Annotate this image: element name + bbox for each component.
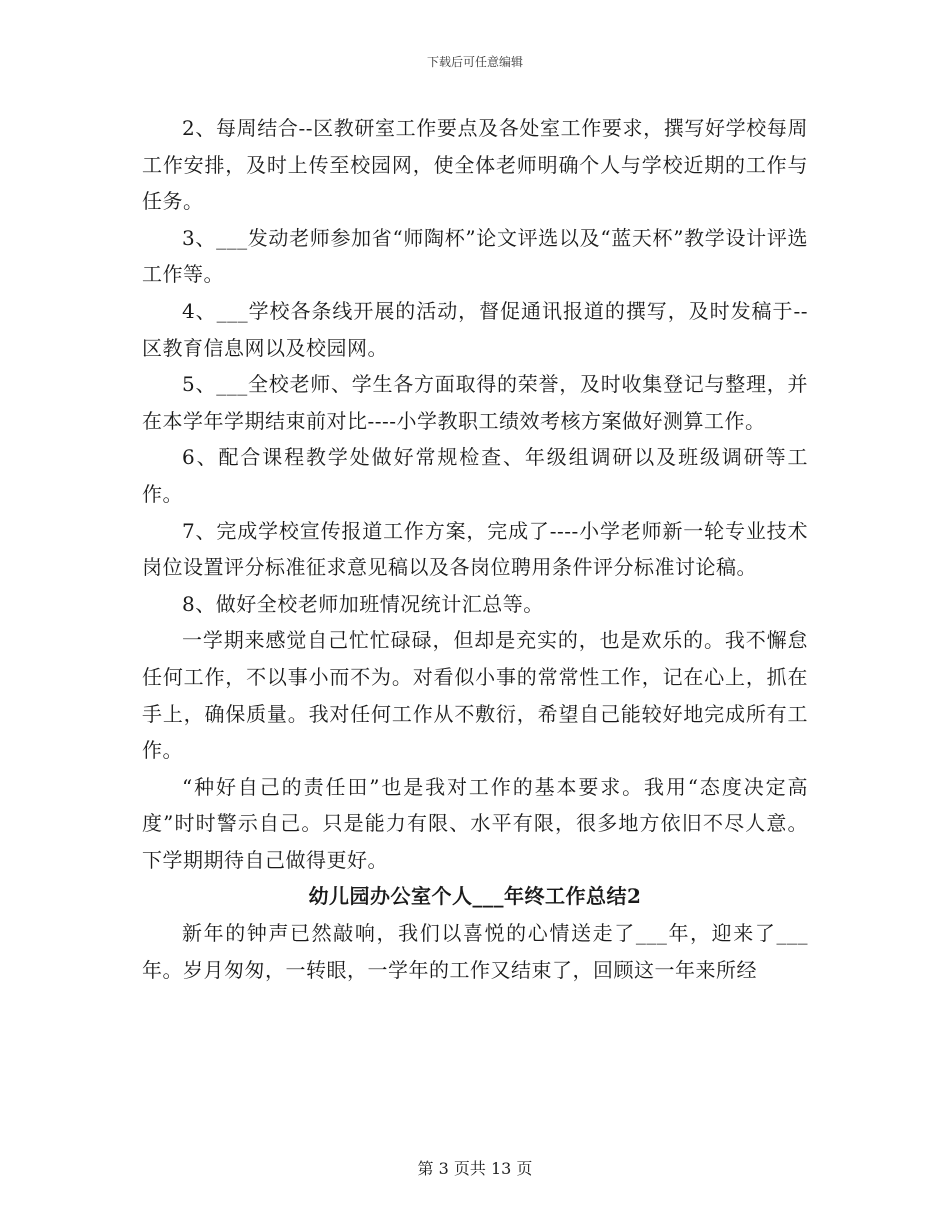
paragraph-item-2: 2、每周结合--区教研室工作要点及各处室工作要求，撰写好学校每周工作安排，及时上传至校园网，使全体老师明确个人与学校近期的工作与任务。 (142, 116, 808, 214)
page-number: 第 3 页共 13 页 (417, 1159, 533, 1178)
section-title: 幼儿园办公室个人___年终工作总结2 (308, 884, 642, 909)
paragraph-item-4: 4、___学校各条线开展的活动，督促通讯报道的撰写，及时发稿于--区教育信息网以及校园网。 (142, 298, 808, 360)
paragraph-item-3: 3、___发动老师参加省“师陶杯”论文评选以及“蓝天杯”教学设计评选工作等。 (142, 225, 808, 287)
responsibility-paragraph: “种好自己的责任田”也是我对工作的基本要求。我用“态度决定高度”时时警示自己。只是能力有限、水平有限，很多地方依旧不尽人意。下学期期待自己做得更好。 (142, 774, 808, 872)
page-header: 下载后可任意编辑 (426, 55, 523, 69)
document-body (142, 110, 808, 988)
paragraph-item-7: 7、完成学校宣传报道工作方案，完成了----小学老师新一轮专业技术岗位设置评分标准征求意见稿以及各岗位聘用条件评分标准讨论稿。 (142, 518, 808, 580)
paragraph-item-6: 6、配合课程教学处做好常规检查、年级组调研以及班级调研等工作。 (142, 445, 808, 506)
paragraph-item-5: 5、___全校老师、学生各方面取得的荣誉，及时收集登记与整理，并在本学年学期结束前对比----小学教职工绩效考核方案做好测算工作。 (142, 372, 808, 433)
paragraph-item-8: 8、做好全校老师加班情况统计汇总等。 (182, 591, 544, 616)
reflection-paragraph: 一学期来感觉自己忙忙碌碌，但却是充实的，也是欢乐的。我不懈怠任何工作，不以事小而不为。对看似小事的常常性工作，记在心上，抓在手上，确保质量。我对任何工作从不敷衍，希望自己能较好地完成所有工作。 (142, 628, 808, 763)
closing-paragraph: 新年的钟声已然敲响，我们以喜悦的心情送走了___年，迎来了___年。岁月匆匆，一转眼，一学年的工作又结束了，回顾这一年来所经 (142, 921, 808, 982)
